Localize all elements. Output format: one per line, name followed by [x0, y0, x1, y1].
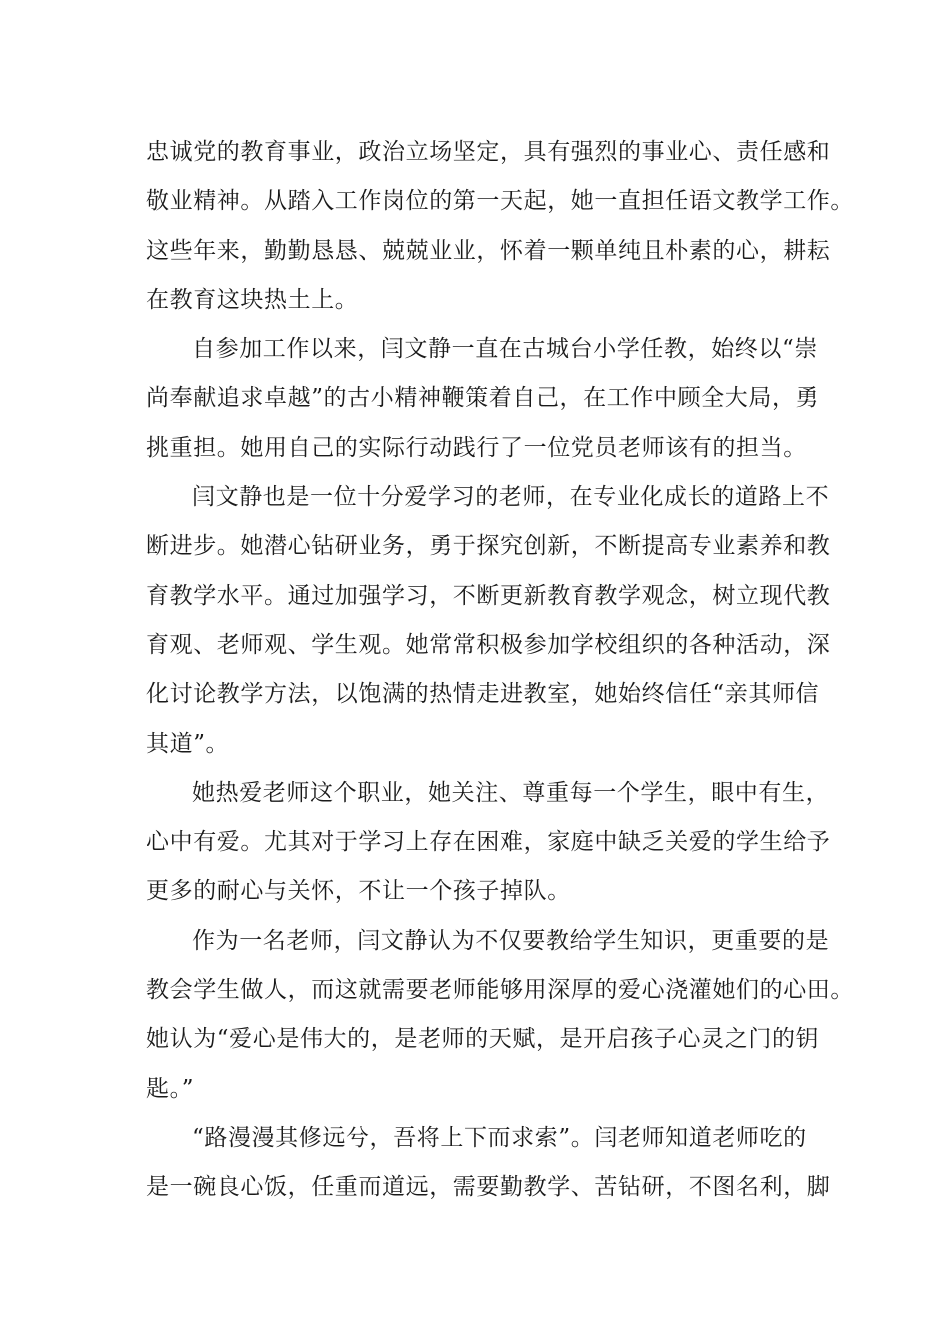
text-line: 教会学生做人，而这就需要老师能够用深厚的爱心浇灌她们的心田。	[146, 977, 854, 1004]
text-line: 在教育这块热土上。	[146, 286, 359, 313]
text-line: 自参加工作以来，闫文静一直在古城台小学任教，始终以“崇	[192, 336, 818, 363]
text-line: 是一碗良心饭，任重而道远，需要勤教学、苦钻研，不图名利，脚	[146, 1174, 831, 1201]
text-line: 作为一名老师，闫文静认为不仅要教给学生知识，更重要的是	[192, 927, 830, 954]
text-line: 闫文静也是一位十分爱学习的老师，在专业化成长的道路上不	[192, 484, 830, 511]
text-line: “路漫漫其修远兮，吾将上下而求索”。闫老师知道老师吃的	[192, 1124, 807, 1151]
text-line: 忠诚党的教育事业，政治立场坚定，具有强烈的事业心、责任感和	[146, 139, 831, 165]
document-body	[146, 128, 854, 1213]
text-line: 尚奉献追求卓越”的古小精神鞭策着自己，在工作中顾全大局，勇	[146, 385, 820, 412]
text-line: 其道”。	[146, 730, 230, 757]
text-line: 断进步。她潜心钻研业务，勇于探究创新，不断提高专业素养和教	[146, 533, 831, 560]
text-line: 敬业精神。从踏入工作岗位的第一天起，她一直担任语文教学工作。	[146, 188, 854, 215]
text-line: 育教学水平。通过加强学习，不断更新教育教学观念，树立现代教	[146, 582, 831, 609]
text-line: 化讨论教学方法，以饱满的热情走进教室，她始终信任“亲其师信	[146, 681, 820, 708]
text-line: 育观、老师观、学生观。她常常积极参加学校组织的各种活动，深	[146, 631, 831, 658]
text-line: 心中有爱。尤其对于学习上存在困难，家庭中缺乏关爱的学生给予	[146, 829, 831, 856]
text-line: 挑重担。她用自己的实际行动践行了一位党员老师该有的担当。	[146, 434, 807, 461]
text-line: 她热爱老师这个职业，她关注、尊重每一个学生，眼中有生，	[192, 779, 830, 806]
text-line: 她认为“爱心是伟大的，是老师的天赋，是开启孩子心灵之门的钥	[146, 1026, 820, 1053]
text-line: 这些年来，勤勤恳恳、兢兢业业，怀着一颗单纯且朴素的心，耕耘	[146, 237, 831, 264]
text-line: 匙。”	[146, 1075, 195, 1102]
text-line: 更多的耐心与关怀，不让一个孩子掉队。	[146, 878, 571, 905]
